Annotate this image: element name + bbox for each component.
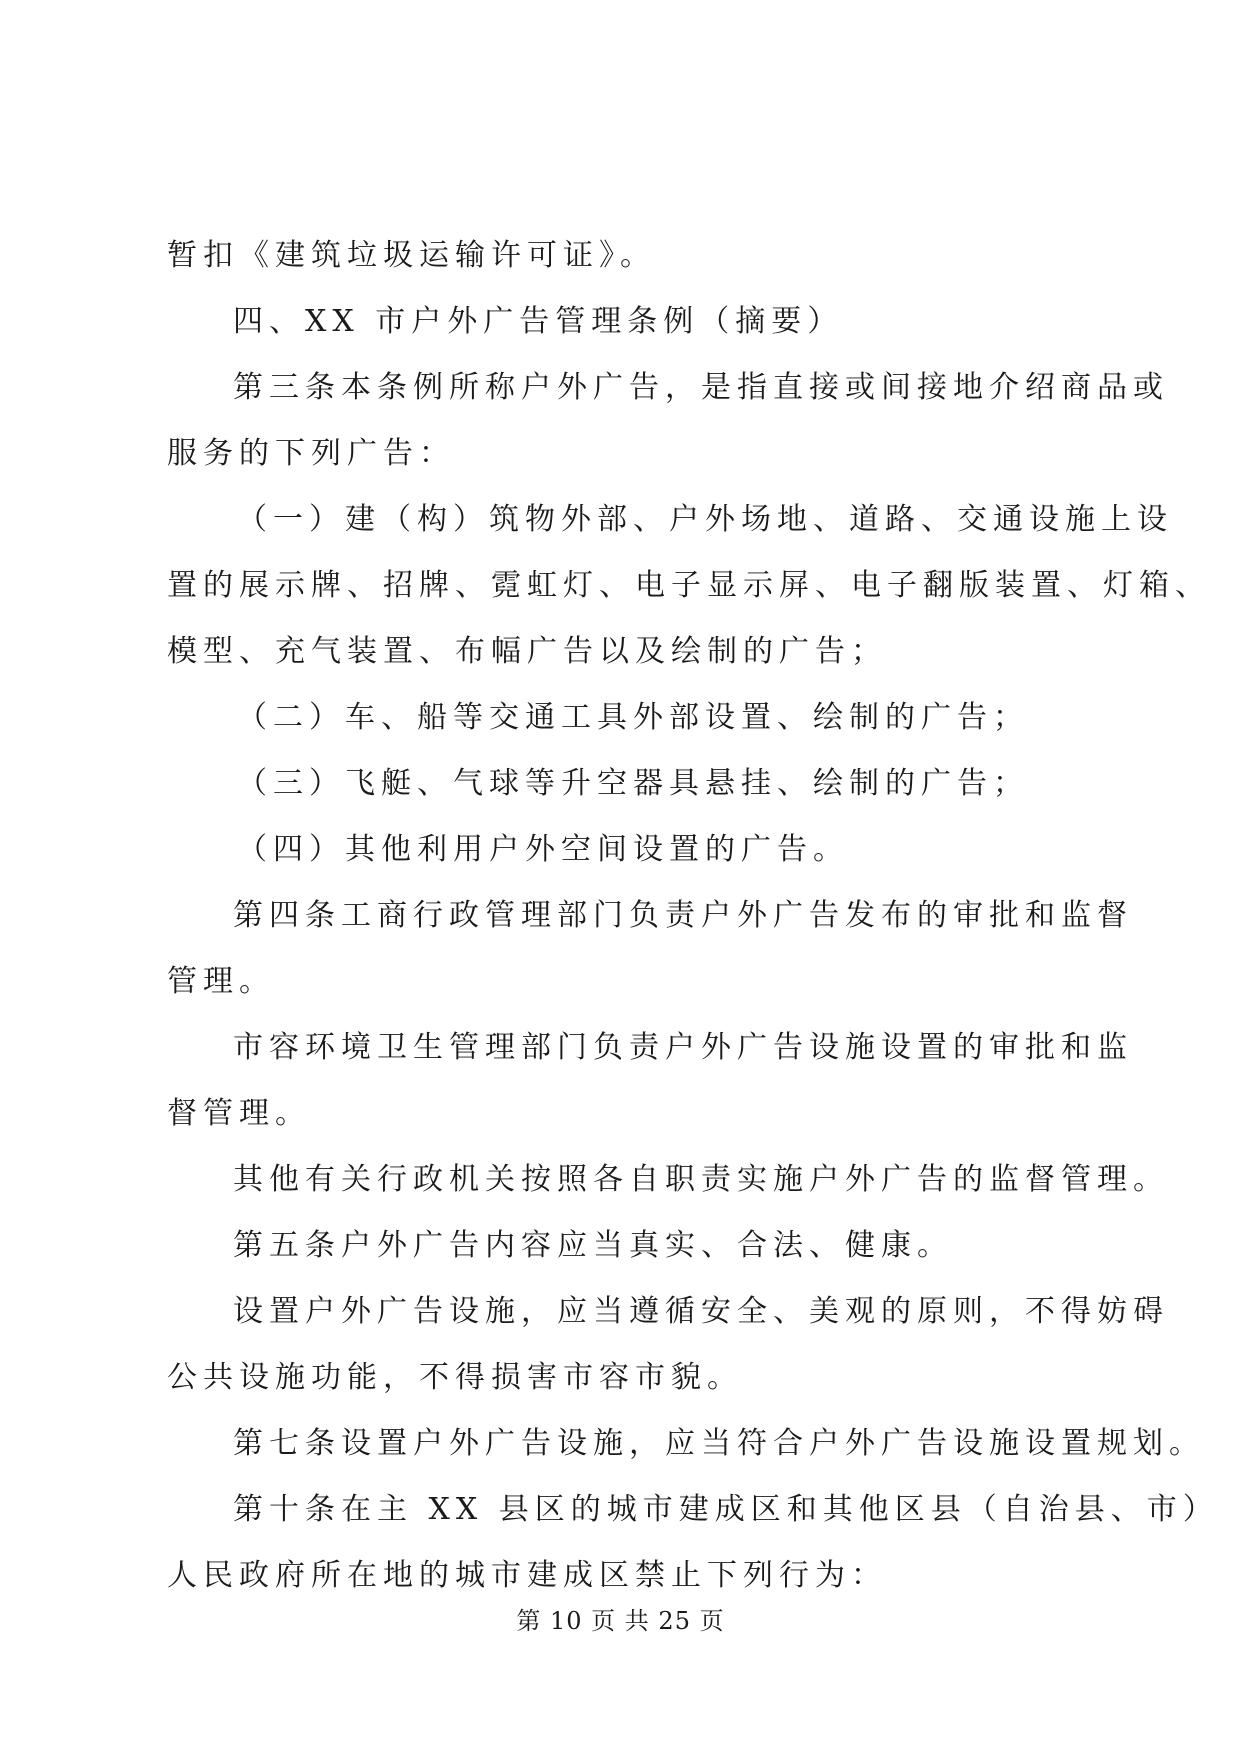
- text-line: 第五条户外广告内容应当真实、合法、健康。: [233, 1228, 953, 1263]
- text-line: 第七条设置户外广告设施，应当符合户外广告设施设置规划。: [233, 1426, 1205, 1461]
- text-line: 第四条工商行政管理部门负责户外广告发布的审批和监督: [233, 898, 1133, 933]
- list-item: （一）建（构）筑物外部、户外场地、道路、交通设施上设: [237, 502, 1173, 537]
- text-line: 督管理。: [167, 1096, 311, 1131]
- text-line: 其他有关行政机关按照各自职责实施户外广告的监督管理。: [233, 1162, 1169, 1197]
- text-line: 模型、充气装置、布幅广告以及绘制的广告；: [167, 634, 887, 669]
- text-line: 管理。: [167, 964, 275, 999]
- text-line: 设置户外广告设施，应当遵循安全、美观的原则，不得妨碍: [233, 1294, 1169, 1329]
- page-number-footer: 第 10 页 共 25 页: [516, 1607, 725, 1635]
- text-line: 服务的下列广告：: [167, 436, 455, 471]
- text-line: 公共设施功能，不得损害市容市貌。: [167, 1360, 743, 1395]
- list-item: （四）其他利用户外空间设置的广告。: [237, 832, 849, 867]
- text-line: 第十条在主 XX 县区的城市建成区和其他区县（自治县、市）: [233, 1492, 1219, 1527]
- text-line: 市容环境卫生管理部门负责户外广告设施设置的审批和监: [233, 1030, 1133, 1065]
- list-item: （二）车、船等交通工具外部设置、绘制的广告；: [237, 700, 1029, 735]
- list-item: （三）飞艇、气球等升空器具悬挂、绘制的广告；: [237, 766, 1029, 801]
- section-heading: 四、XX 市户外广告管理条例（摘要）: [233, 304, 844, 339]
- text-line: 人民政府所在地的城市建成区禁止下列行为：: [167, 1558, 887, 1593]
- text-line: 第三条本条例所称户外广告，是指直接或间接地介绍商品或: [233, 370, 1169, 405]
- text-line: 暂扣《建筑垃圾运输许可证》。: [167, 238, 656, 273]
- text-line: 置的展示牌、招牌、霓虹灯、电子显示屏、电子翻版装置、灯箱、: [167, 568, 1211, 603]
